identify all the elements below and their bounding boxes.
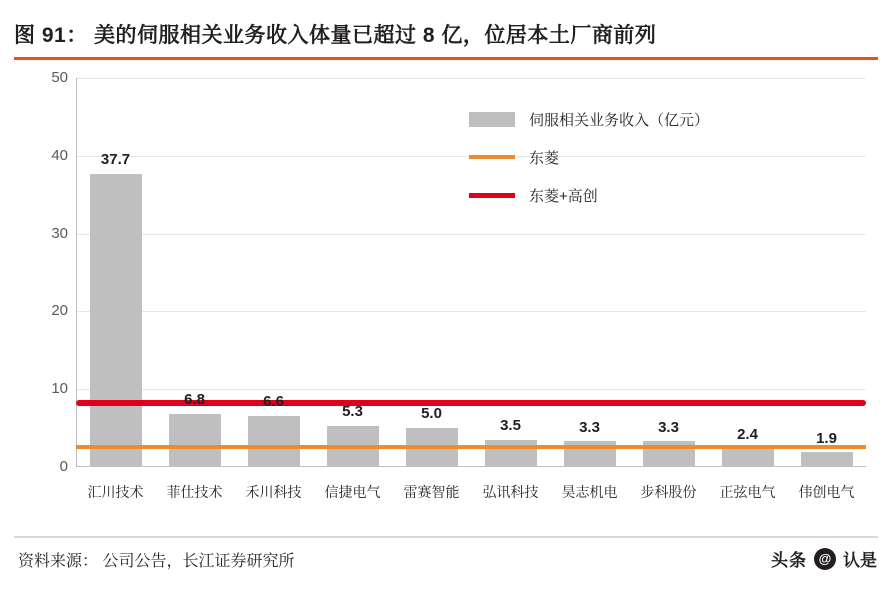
watermark-badge — [771, 546, 877, 571]
page-title — [14, 14, 878, 54]
source-note: 资料来源： 公司公告，长江证券研究所 — [18, 553, 295, 570]
bar-0[interactable] — [90, 174, 142, 467]
watermark-name: 认是 — [843, 551, 877, 570]
x-label-3: 信捷电气 — [324, 484, 381, 500]
x-label-1: 菲仕技术 — [166, 484, 223, 500]
y-tick-20: 20 — [51, 302, 68, 320]
legend-item-dongling[interactable] — [469, 138, 869, 176]
bar-label-6: 3.3 — [579, 419, 600, 436]
bar-9[interactable] — [801, 452, 853, 467]
x-label-2: 禾川科技 — [245, 484, 302, 500]
bar-label-7: 3.3 — [658, 419, 679, 436]
page-title-text: 图 91： 美的伺服相关业务收入体量已超过 8 亿，位居本土厂商前列 — [14, 24, 657, 47]
chart-legend — [469, 100, 869, 214]
watermark-dot-icon: @ — [814, 548, 836, 570]
x-label-4: 雷赛智能 — [403, 484, 460, 500]
y-tick-10: 10 — [51, 380, 68, 398]
x-label-0: 汇川技术 — [87, 484, 144, 500]
x-label-8: 正弦电气 — [719, 484, 776, 500]
bar-5[interactable] — [485, 440, 537, 467]
y-tick-40: 40 — [51, 146, 68, 164]
legend-item-revenue[interactable] — [469, 100, 869, 138]
legend-swatch-line-orange-icon — [469, 155, 515, 159]
bar-label-8: 2.4 — [737, 426, 758, 443]
x-label-9: 伟创电气 — [798, 484, 855, 500]
reference-line-dongling — [76, 445, 866, 449]
bar-label-9: 1.9 — [816, 430, 837, 447]
bar-1[interactable] — [169, 414, 221, 467]
legend-label-dongling: 东菱 — [529, 149, 560, 167]
bar-label-3: 5.3 — [342, 403, 363, 420]
footer-divider — [14, 536, 878, 538]
title-divider — [14, 57, 878, 60]
legend-swatch-bar-icon — [469, 112, 515, 127]
legend-label-revenue: 伺服相关业务收入（亿元） — [529, 111, 710, 129]
chart-canvas — [14, 70, 878, 525]
y-tick-0: 0 — [59, 458, 68, 475]
legend-swatch-line-red-icon — [469, 193, 515, 198]
bar-label-4: 5.0 — [421, 405, 442, 422]
x-label-7: 步科股份 — [640, 484, 697, 500]
bar-2[interactable] — [248, 416, 300, 467]
bar-label-2: 6.6 — [263, 393, 284, 410]
bar-8[interactable] — [722, 448, 774, 467]
bar-label-1: 6.8 — [184, 391, 205, 408]
watermark-mark: 头条 — [771, 551, 807, 570]
legend-label-dongling-gaochuang: 东菱+高创 — [529, 187, 598, 205]
y-tick-50: 50 — [51, 69, 68, 86]
bar-label-0: 37.7 — [100, 151, 131, 168]
x-label-6: 昊志机电 — [561, 484, 618, 500]
legend-item-dongling-gaochuang[interactable] — [469, 176, 869, 214]
x-label-5: 弘讯科技 — [482, 484, 539, 500]
y-tick-30: 30 — [51, 224, 68, 242]
bar-label-5: 3.5 — [500, 417, 521, 434]
